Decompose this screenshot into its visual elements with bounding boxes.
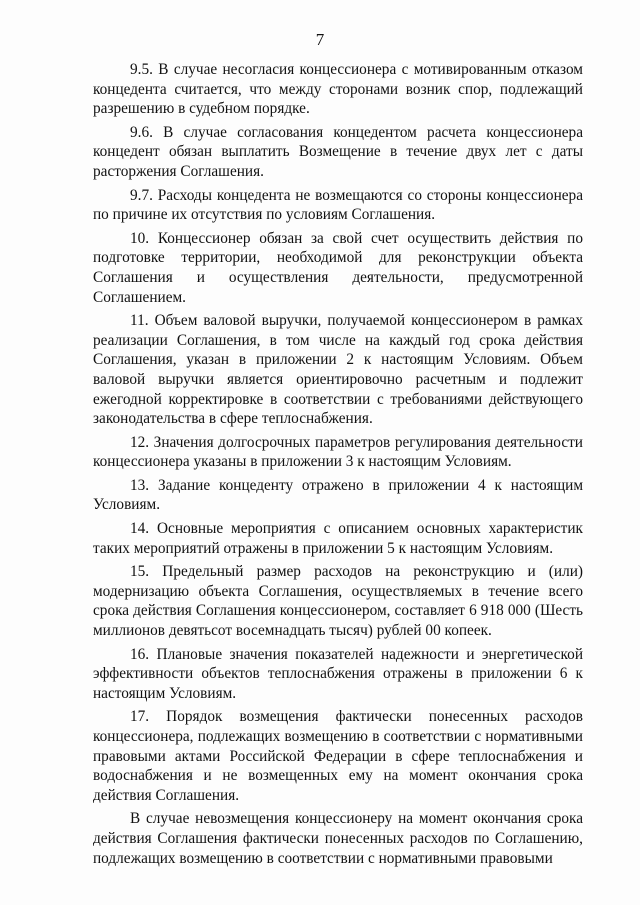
page-number: 7 <box>315 30 325 49</box>
paragraph-14: 14. Основные мероприятия с описанием основных характеристик таких мероприятий отражены в приложении 5 к настоящим Условиям. <box>93 520 583 557</box>
paragraph-9-5: 9.5. В случае несогласия концессионера с мотивированным отказом концедента считается, что между сторонами возник спор, подлежащий разрешению в судебном порядке. <box>93 61 583 118</box>
document-body <box>93 60 583 872</box>
paragraph-11: 11. Объем валовой выручки, получаемой концессионером в рамках реализации Соглашения, в том числе на каждый год срока действия Соглашения, указан в приложении 2 к настоящим Условиям. Объем валовой выручки является ориентировочно расчетным и подлежит ежегодной корректировке в соответствии с требованиями действующего законодательства в сфере теплоснабжения. <box>93 312 583 428</box>
paragraph-12: 12. Значения долгосрочных параметров регулирования деятельности концессионера указаны в приложении 3 к настоящим Условиям. <box>93 433 583 471</box>
paragraph-13: 13. Задание концеденту отражено в приложении 4 к настоящим Условиям. <box>93 476 583 514</box>
paragraph-15: 15. Предельный размер расходов на реконструкцию и (или) модернизацию объекта Соглашения, осуществляемых в течение всего срока действия Соглашения концессионером, составляет 6 918 000 (Шесть миллионов девятьсот восемнадцать тысяч) рублей 00 копеек. <box>93 563 583 640</box>
paragraph-17: 17. Порядок возмещения фактически понесенных расходов концессионера, подлежащих возмещению в соответствии с нормативными правовыми актами Российской Федерации в сфере теплоснабжения и водоснабжения и не возмещенных ему на момент окончания срока действия Соглашения. <box>93 708 583 804</box>
paragraph-9-6: 9.6. В случае согласования концедентом расчета концессионера концедент обязан выплатить Возмещение в течение двух лет с даты расторжения Соглашения. <box>93 123 583 180</box>
paragraph-16: 16. Плановые значения показателей надежности и энергетической эффективности объектов теплоснабжения отражены в приложении 6 к настоящим Условиям. <box>93 645 583 702</box>
paragraph-17-continued: В случае невозмещения концессионеру на момент окончания срока действия Соглашения фактически понесенных расходов по Соглашению, подлежащих возмещению в соответствии с нормативными правовыми <box>93 810 583 867</box>
paragraph-9-7: 9.7. Расходы концедента не возмещаются со стороны концессионера по причине их отсутствия по условиям Соглашения. <box>93 186 583 224</box>
paragraph-10: 10. Концессионер обязан за свой счет осуществить действия по подготовке территории, необходимой для реконструкции объекта Соглашения и осуществления деятельности, предусмотренной Соглашением. <box>93 229 583 306</box>
